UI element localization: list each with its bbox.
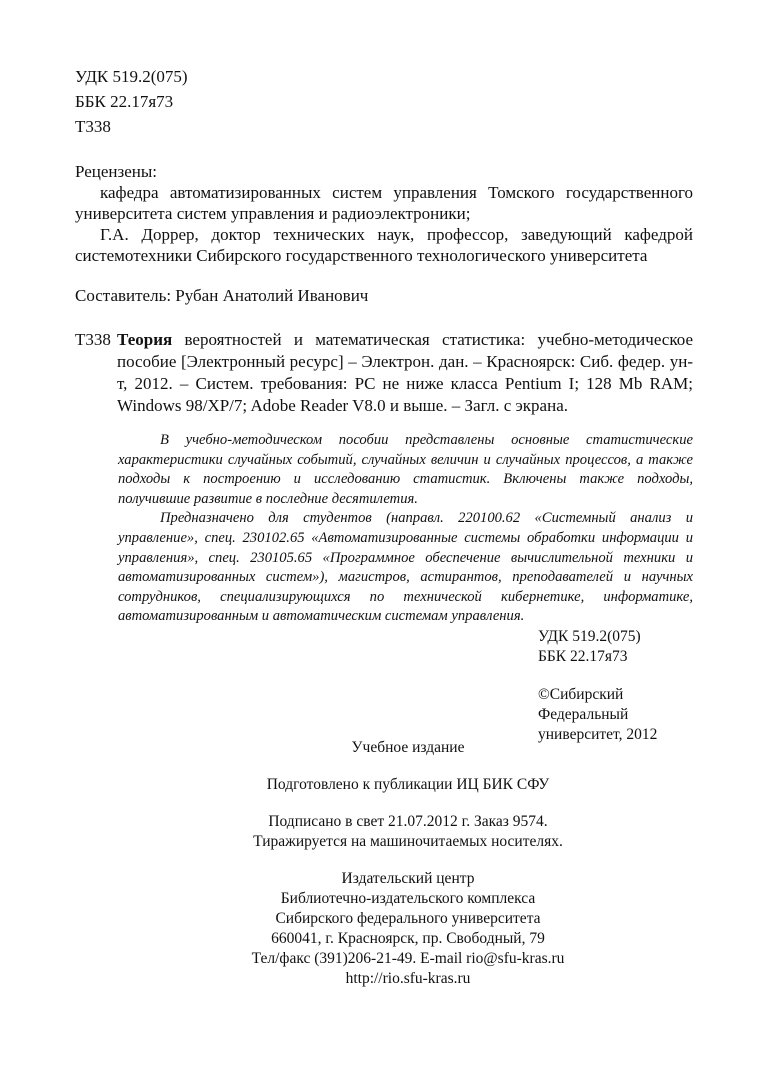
classification-codes — [75, 64, 188, 139]
author-mark: Т338 — [75, 117, 111, 136]
right-codes-block — [538, 627, 657, 745]
signed-line: Тиражируется на машиночитаемых носителях. — [253, 833, 563, 850]
reviewer-item: кафедра автоматизированных систем управления Томского государственного университета систем управления и радиоэлектроники; — [75, 183, 693, 223]
publisher-line: Сибирского федерального университета — [275, 910, 541, 927]
bbk-code-right: ББК 22.17я73 — [538, 648, 628, 665]
bibliographic-record — [75, 329, 693, 417]
bbk-code: ББК 22.17я73 — [75, 92, 174, 111]
publisher-line: Библиотечно-издательского комплекса — [280, 890, 536, 907]
publisher-address: 660041, г. Красноярск, пр. Свободный, 79 — [271, 930, 545, 947]
reviewers-section — [75, 161, 693, 266]
abstract — [118, 431, 693, 627]
compiler: Составитель: Рубан Анатолий Иванович — [75, 286, 369, 305]
udk-code-right: УДК 519.2(075) — [538, 628, 641, 645]
copyright-line: университет, 2012 — [538, 726, 658, 743]
signed-line: Подписано в свет 21.07.2012 г. Заказ 9574. — [268, 813, 548, 830]
reviewers-label: Рецензены: — [75, 162, 158, 181]
publisher-website: http://rio.sfu-kras.ru — [345, 970, 471, 987]
bib-text — [117, 329, 693, 417]
bib-title-bold: Теория — [117, 330, 173, 349]
imprint — [200, 738, 616, 1006]
bib-code: Т338 — [75, 330, 111, 349]
abstract-paragraph: В учебно-методическом пособии представлены основные статистические характеристики случайных событий, случайных величин и случайных процессов, а также подходы к построению и исследованию статистик. Включены также подходы, получившие развитие в последние десятилетия. — [118, 432, 693, 507]
signed-info — [200, 812, 616, 852]
copyright-line: Федеральный — [538, 706, 629, 723]
udk-code: УДК 519.2(075) — [75, 67, 188, 86]
prepared-by: Подготовлено к публикации ИЦ БИК СФУ — [266, 776, 550, 793]
publisher-contact: Тел/факс (391)206-21-49. E-mail rio@sfu-kras.ru — [251, 950, 565, 967]
publisher-info — [200, 869, 616, 989]
publisher-line: Издательский центр — [341, 870, 475, 887]
edition-type: Учебное издание — [351, 739, 465, 756]
reviewer-item: Г.А. Доррер, доктор технических наук, профессор, заведующий кафедрой системотехники Сибирского государственного технологического университета — [75, 225, 693, 265]
abstract-paragraph: Предназначено для студентов (направл. 220100.62 «Системный анализ и управление», спец. 230102.65 «Автоматизированные системы обработки информации и управления», спец. 230105.65 «Программное обеспечение вычислительной техники и автоматизированных систем»), магистров, астирантов, преподавателей и научных сотрудников, специализирующихся по технической кибернетике, информатике, автоматизированным и автоматическим системам управления. — [118, 510, 693, 625]
copyright-line: ©Сибирский — [538, 686, 624, 703]
bib-description: вероятностей и математическая статистика: учебно-методическое пособие [Электронный ресурс] – Электрон. дан. – Красноярск: Сиб. федер. ун-т, 2012. – Систем. требования: PC не ниже класса Pentium I; 128 Mb RAM; Windows 98/XP/7; Adobe Reader V8.0 и выше. – Загл. с экрана. — [117, 330, 693, 415]
